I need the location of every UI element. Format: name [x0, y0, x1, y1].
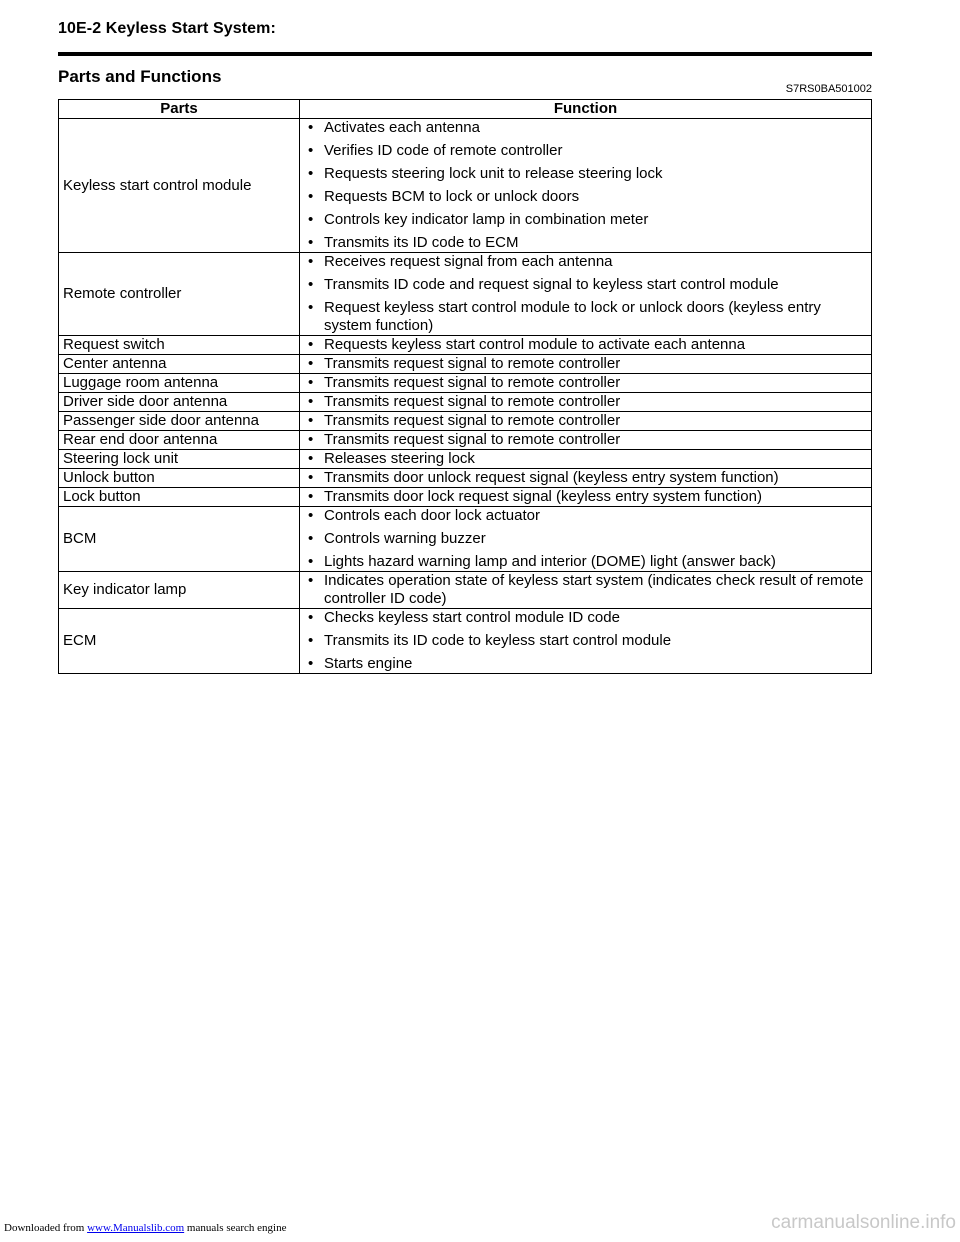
function-item: • Lights hazard warning lamp and interior (DOME) light (answer back) [304, 553, 867, 571]
function-item: • Verifies ID code of remote controller [304, 142, 867, 160]
function-list [304, 412, 867, 430]
function-item: • Controls key indicator lamp in combination meter [304, 211, 867, 229]
table-row [59, 119, 872, 253]
part-name-cell: Center antenna [59, 355, 300, 374]
function-cell [300, 374, 872, 393]
part-name-cell: Driver side door antenna [59, 393, 300, 412]
function-list [304, 253, 867, 335]
function-cell [300, 507, 872, 572]
function-list [304, 431, 867, 449]
part-name-cell: Lock button [59, 488, 300, 507]
function-list [304, 355, 867, 373]
function-item: • Requests BCM to lock or unlock doors [304, 188, 867, 206]
function-item: • Requests keyless start control module to activate each antenna [304, 336, 867, 354]
part-name-cell: BCM [59, 507, 300, 572]
table-row [59, 253, 872, 336]
function-cell [300, 450, 872, 469]
column-header-function: Function [300, 100, 872, 119]
footer-prefix: Downloaded from [4, 1222, 88, 1234]
function-cell [300, 355, 872, 374]
table-row [59, 469, 872, 488]
function-cell [300, 336, 872, 355]
column-header-parts: Parts [59, 100, 300, 119]
function-item: • Releases steering lock [304, 450, 867, 468]
function-item: • Request keyless start control module to lock or unlock doors (keyless entry system function) [304, 299, 867, 335]
function-list [304, 572, 867, 608]
function-list [304, 336, 867, 354]
function-list [304, 609, 867, 673]
part-name-cell: Passenger side door antenna [59, 412, 300, 431]
function-item: • Starts engine [304, 655, 867, 673]
table-row [59, 412, 872, 431]
function-cell [300, 393, 872, 412]
table-row [59, 572, 872, 609]
function-cell [300, 431, 872, 450]
function-item: • Controls each door lock actuator [304, 507, 867, 525]
function-item: • Transmits its ID code to ECM [304, 234, 867, 252]
function-item: • Transmits request signal to remote controller [304, 412, 867, 430]
table-row [59, 355, 872, 374]
function-list [304, 374, 867, 392]
table-row [59, 450, 872, 469]
function-item: • Activates each antenna [304, 119, 867, 137]
function-item: • Transmits request signal to remote controller [304, 393, 867, 411]
function-item: • Transmits request signal to remote controller [304, 355, 867, 373]
part-name-cell: Steering lock unit [59, 450, 300, 469]
function-item: • Transmits door unlock request signal (keyless entry system function) [304, 469, 867, 487]
table-row [59, 431, 872, 450]
function-item: • Transmits ID code and request signal to keyless start control module [304, 276, 867, 294]
part-name-cell: Luggage room antenna [59, 374, 300, 393]
function-list [304, 488, 867, 506]
function-cell [300, 488, 872, 507]
parts-functions-table [58, 99, 872, 674]
function-list [304, 450, 867, 468]
part-name-cell: Request switch [59, 336, 300, 355]
manualslib-link[interactable]: www.Manualslib.com [87, 1222, 185, 1234]
function-cell [300, 119, 872, 253]
function-list [304, 469, 867, 487]
table-row [59, 393, 872, 412]
table-body [59, 119, 872, 674]
function-item: • Indicates operation state of keyless start system (indicates check result of remote controller ID code) [304, 572, 867, 608]
part-name-cell: Remote controller [59, 253, 300, 336]
function-cell [300, 572, 872, 609]
function-item: • Transmits request signal to remote controller [304, 431, 867, 449]
page-footer [4, 1222, 286, 1234]
footer-suffix: manuals search engine [184, 1222, 287, 1234]
function-list [304, 507, 867, 571]
function-item: • Receives request signal from each antenna [304, 253, 867, 271]
function-cell [300, 253, 872, 336]
part-name-cell: ECM [59, 609, 300, 674]
function-item: • Checks keyless start control module ID code [304, 609, 867, 627]
function-list [304, 393, 867, 411]
function-cell [300, 469, 872, 488]
table-row [59, 488, 872, 507]
part-name-cell: Keyless start control module [59, 119, 300, 253]
function-item: • Transmits its ID code to keyless start control module [304, 632, 867, 650]
watermark: carmanualsonline.info [771, 1212, 956, 1233]
function-cell [300, 609, 872, 674]
function-item: • Controls warning buzzer [304, 530, 867, 548]
page-header-title: 10E-2 Keyless Start System: [58, 20, 276, 37]
part-name-cell: Rear end door antenna [59, 431, 300, 450]
page-header [58, 18, 872, 56]
section-code: S7RS0BA501002 [785, 83, 872, 95]
table-row [59, 507, 872, 572]
function-item: • Requests steering lock unit to release steering lock [304, 165, 867, 183]
function-item: • Transmits request signal to remote controller [304, 374, 867, 392]
function-cell [300, 412, 872, 431]
part-name-cell: Unlock button [59, 469, 300, 488]
function-item: • Transmits door lock request signal (keyless entry system function) [304, 488, 867, 506]
table-row [59, 374, 872, 393]
table-header-row [59, 100, 872, 119]
table-row [59, 609, 872, 674]
table-row [59, 336, 872, 355]
function-list [304, 119, 867, 252]
part-name-cell: Key indicator lamp [59, 572, 300, 609]
section-title: Parts and Functions [58, 67, 222, 86]
